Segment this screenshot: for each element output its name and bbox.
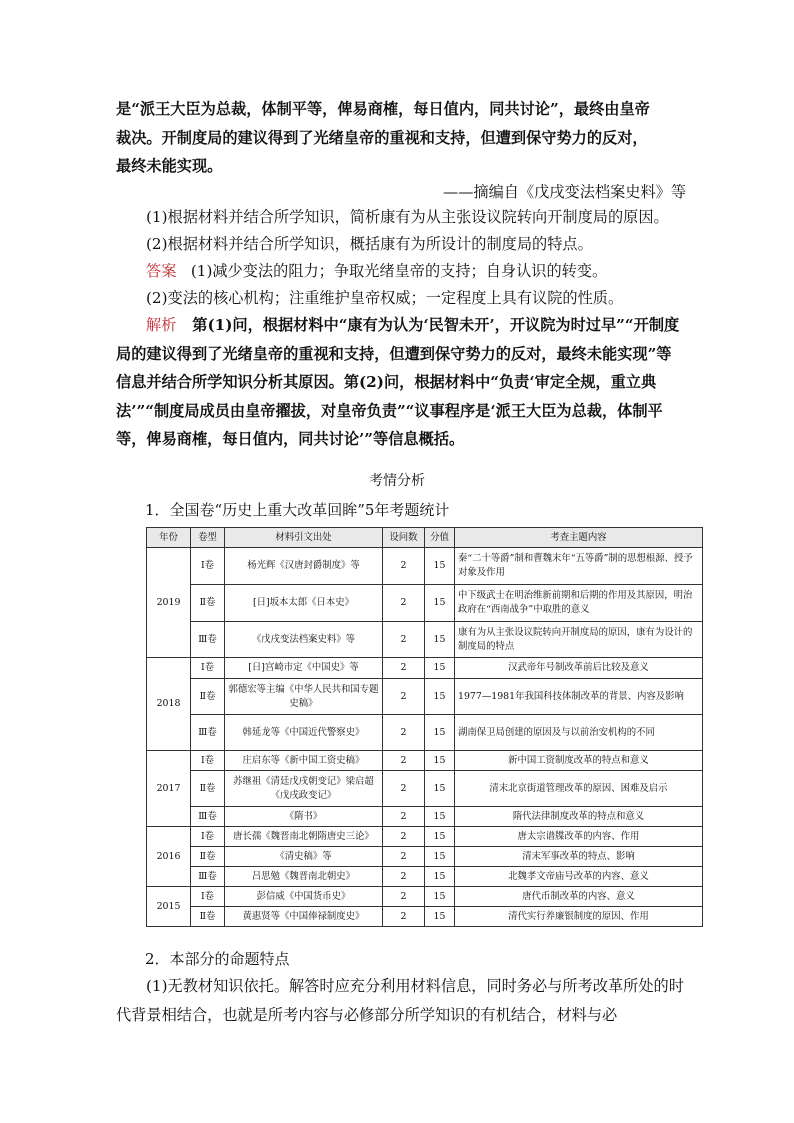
source-cell: [日]宫崎市定《中国史》等 — [225, 658, 383, 679]
topic-cell: 清代实行养廉银制度的原因、作用 — [455, 907, 703, 927]
score-cell: 15 — [425, 548, 455, 585]
source-cell: 《戊戌变法档案史料》等 — [225, 622, 383, 658]
table-row — [147, 658, 703, 679]
paper-cell: Ⅲ卷 — [191, 622, 225, 658]
year-cell: 2015 — [147, 887, 191, 927]
score-cell: 15 — [425, 679, 455, 715]
table-header-row — [147, 528, 703, 548]
header-year: 年份 — [147, 528, 191, 548]
table-title: 1．全国卷“历史上重大改革回眸”5年考题统计 — [145, 501, 450, 519]
header-count: 设问数 — [383, 528, 425, 548]
paper-cell: Ⅱ卷 — [191, 771, 225, 807]
material-line-2: 裁决。开制度局的建议得到了光绪皇帝的重视和支持，但遭到保守势力的反对， — [116, 128, 648, 147]
paper-cell: Ⅱ卷 — [191, 907, 225, 927]
source-cell: 彭信威《中国货币史》 — [225, 887, 383, 907]
analysis-paragraph — [116, 311, 686, 454]
material-source: ——摘编自《戊戌变法档案史料》等 — [443, 183, 686, 201]
answer-1 — [116, 257, 686, 286]
year-cell: 2018 — [147, 658, 191, 751]
score-cell: 15 — [425, 658, 455, 679]
point-2-title: 2．本部分的命题特点 — [145, 950, 290, 968]
count-cell: 2 — [383, 585, 425, 622]
paper-cell: Ⅰ卷 — [191, 548, 225, 585]
material-paragraph — [116, 95, 686, 181]
source-cell: 《清史稿》等 — [225, 847, 383, 867]
source-cell: 庄启东等《新中国工资史稿》 — [225, 751, 383, 771]
answer-2: (2)变法的核心机构；注重维护皇帝权威；一定程度上具有议院的性质。 — [146, 289, 624, 307]
count-cell: 2 — [383, 847, 425, 867]
analysis-label: 解析 — [146, 316, 177, 334]
table-row — [147, 771, 703, 807]
score-cell: 15 — [425, 827, 455, 847]
topic-cell: 清末军事改革的特点、影响 — [455, 847, 703, 867]
paper-cell: Ⅰ卷 — [191, 827, 225, 847]
score-cell: 15 — [425, 807, 455, 827]
count-cell: 2 — [383, 907, 425, 927]
paper-cell: Ⅲ卷 — [191, 807, 225, 827]
source-cell: [日]坂本太郎《日本史》 — [225, 585, 383, 622]
paper-cell: Ⅱ卷 — [191, 679, 225, 715]
question-1: (1)根据材料并结合所学知识，简析康有为从主张设议院转向开制度局的原因。 — [146, 208, 669, 226]
paper-cell: Ⅱ卷 — [191, 847, 225, 867]
score-cell: 15 — [425, 867, 455, 887]
score-cell: 15 — [425, 887, 455, 907]
topic-cell: 1977—1981年我国科技体制改革的背景、内容及影响 — [455, 679, 703, 715]
question-2: (2)根据材料并结合所学知识，概括康有为所设计的制度局的特点。 — [146, 235, 593, 253]
count-cell: 2 — [383, 887, 425, 907]
count-cell: 2 — [383, 827, 425, 847]
source-cell: 杨光辉《汉唐封爵制度》等 — [225, 548, 383, 585]
table-row — [147, 907, 703, 927]
header-paper: 卷型 — [191, 528, 225, 548]
header-score: 分值 — [425, 528, 455, 548]
score-cell: 15 — [425, 622, 455, 658]
count-cell: 2 — [383, 548, 425, 585]
count-cell: 2 — [383, 622, 425, 658]
table-row — [147, 715, 703, 751]
table-row — [147, 847, 703, 867]
score-cell: 15 — [425, 715, 455, 751]
paper-cell: Ⅲ卷 — [191, 867, 225, 887]
count-cell: 2 — [383, 715, 425, 751]
topic-cell: 清末北京街道管理改革的原因、困难及启示 — [455, 771, 703, 807]
answer-label: 答案 — [146, 262, 177, 280]
year-cell: 2019 — [147, 548, 191, 658]
year-cell: 2017 — [147, 751, 191, 827]
table-row — [147, 622, 703, 658]
exam-statistics-table — [146, 527, 703, 927]
topic-cell: 唐代币制改革的内容、意义 — [455, 887, 703, 907]
point-2-paragraph: (1)无教材知识依托。解答时应充分利用材料信息，同时务必与所考改革所处的时代背景相结合，也就是所考内容与必修部分所学知识的有机结合，材料与必 — [116, 977, 684, 1024]
topic-cell: 康有为从主张设议院转向开制度局的原因，康有为设计的制度局的特点 — [455, 622, 703, 658]
table-row — [147, 867, 703, 887]
count-cell: 2 — [383, 679, 425, 715]
paper-cell: Ⅲ卷 — [191, 715, 225, 751]
material-line-3: 最终未能实现。 — [116, 157, 223, 176]
count-cell: 2 — [383, 751, 425, 771]
score-cell: 15 — [425, 847, 455, 867]
source-cell: 吕思勉《魏晋南北朝史》 — [225, 867, 383, 887]
answer-1-text: (1)减少变法的阻力；争取光绪皇帝的支持；自身认识的转变。 — [190, 262, 608, 280]
count-cell: 2 — [383, 771, 425, 807]
paper-cell: Ⅱ卷 — [191, 585, 225, 622]
topic-cell: 汉武帝年号制改革前后比较及意义 — [455, 658, 703, 679]
topic-cell: 湖南保卫局创建的原因及与以前治安机构的不同 — [455, 715, 703, 751]
source-cell: 唐长孺《魏晋南北朝隋唐史三论》 — [225, 827, 383, 847]
topic-cell: 新中国工资制度改革的特点和意义 — [455, 751, 703, 771]
header-topic: 考查主题内容 — [455, 528, 703, 548]
table-row — [147, 679, 703, 715]
score-cell: 15 — [425, 771, 455, 807]
source-cell: 黄惠贤等《中国俸禄制度史》 — [225, 907, 383, 927]
analysis-text: 第(1)问，根据材料中“康有为认为‘民智未开’，开议院为时过早”“开制度局的建议得到了光绪皇帝的重视和支持，但遭到保守势力的反对，最终未能实现”等信息并结合所学知识分析其原因。第(2)问，根据材料中“负责‘审定全规，重立典法’”“制度局成员由皇帝擢拔，对皇帝负责”“议事程序是‘派王大臣为总裁，体制平等，俾易商榷，每日值内，同共讨论’”等信息概括。 — [116, 316, 680, 449]
table-row — [147, 887, 703, 907]
table-row — [147, 585, 703, 622]
score-cell: 15 — [425, 751, 455, 771]
topic-cell: 隋代法律制度改革的特点和意义 — [455, 807, 703, 827]
count-cell: 2 — [383, 867, 425, 887]
table-row — [147, 827, 703, 847]
score-cell: 15 — [425, 907, 455, 927]
paper-cell: Ⅰ卷 — [191, 887, 225, 907]
material-line-1: 是“派王大臣为总裁，体制平等，俾易商榷，每日值内，同共讨论”，最终由皇帝 — [116, 100, 650, 118]
source-cell: 韩延龙等《中国近代警察史》 — [225, 715, 383, 751]
paper-cell: Ⅰ卷 — [191, 658, 225, 679]
header-source: 材料引文出处 — [225, 528, 383, 548]
section-title: 考情分析 — [369, 473, 425, 489]
paper-cell: Ⅰ卷 — [191, 751, 225, 771]
count-cell: 2 — [383, 807, 425, 827]
table-row — [147, 807, 703, 827]
source-cell: 郭德宏等主编《中华人民共和国专题史稿》 — [225, 679, 383, 715]
topic-cell: 秦“二十等爵”制和曹魏末年“五等爵”制的思想根源、授予对象及作用 — [455, 548, 703, 585]
source-cell: 苏继祖《清廷戊戌朝变记》梁启超《戊戌政变记》 — [225, 771, 383, 807]
topic-cell: 中下级武士在明治维新前期和后期的作用及其原因，明治政府在“西南战争”中取胜的意义 — [455, 585, 703, 622]
source-cell: 《隋书》 — [225, 807, 383, 827]
topic-cell: 唐太宗谱牒改革的内容、作用 — [455, 827, 703, 847]
count-cell: 2 — [383, 658, 425, 679]
topic-cell: 北魏孝文帝庙号改革的内容、意义 — [455, 867, 703, 887]
year-cell: 2016 — [147, 827, 191, 887]
table-row — [147, 548, 703, 585]
table-row — [147, 751, 703, 771]
score-cell: 15 — [425, 585, 455, 622]
